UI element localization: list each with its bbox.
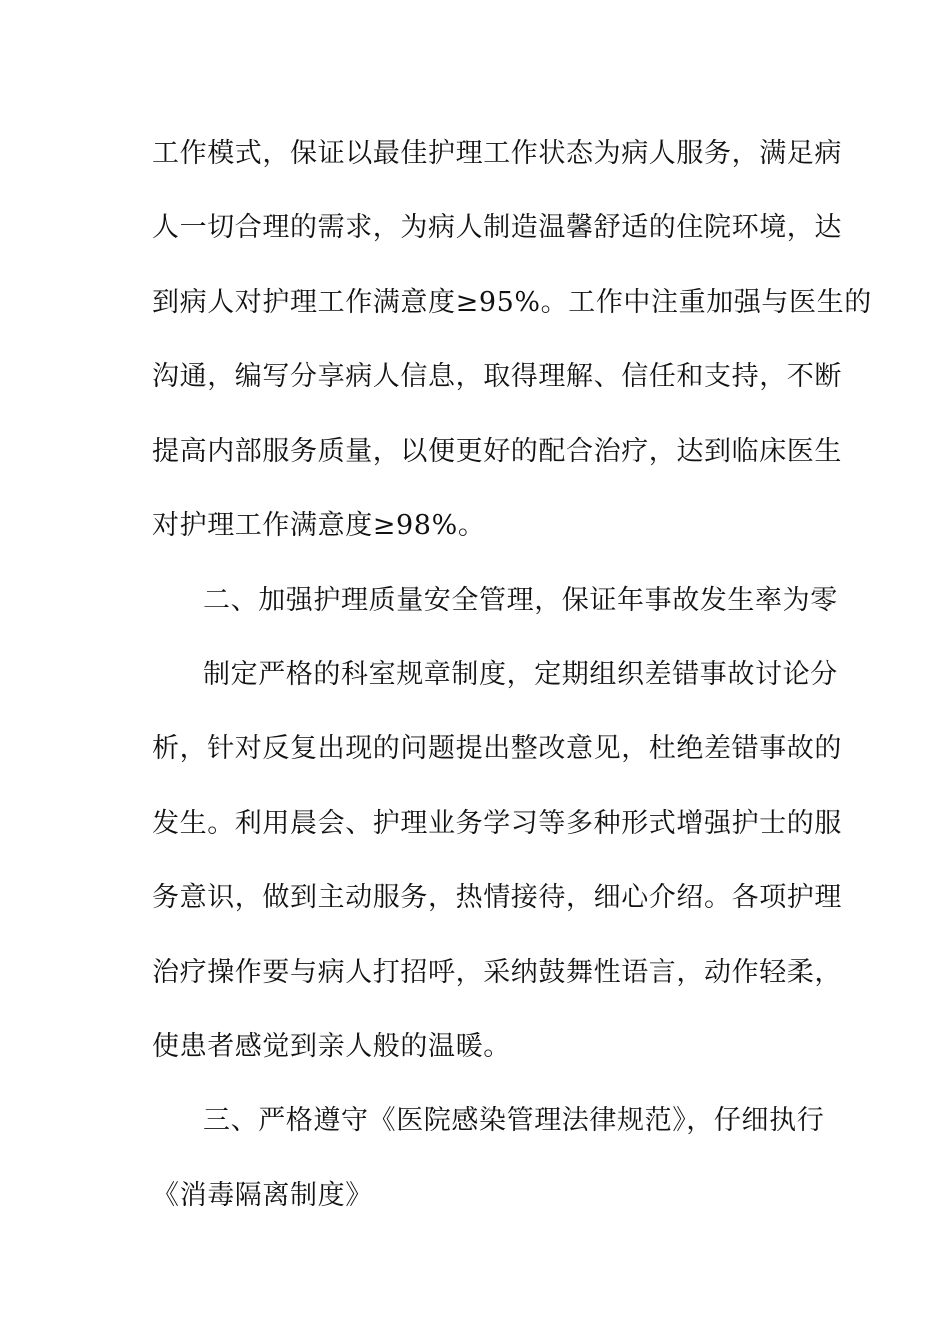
paragraph-line: 治疗操作要与病人打招呼，采纳鼓舞性语言，动作轻柔， (152, 957, 842, 988)
paragraph-line: 制定严格的科室规章制度，定期组织差错事故讨论分 (203, 659, 838, 690)
paragraph-line: 提高内部服务质量，以便更好的配合治疗，达到临床医生 (152, 436, 842, 467)
section-heading-continuation: 《消毒隔离制度》 (152, 1180, 373, 1211)
paragraph-line: 沟通，编写分享病人信息，取得理解、信任和支持，不断 (152, 361, 842, 392)
paragraph-line: 人一切合理的需求，为病人制造温馨舒适的住院环境，达 (152, 212, 842, 243)
paragraph-line: 工作模式，保证以最佳护理工作状态为病人服务，满足病 (152, 138, 842, 169)
paragraph-line: 析，针对反复出现的问题提出整改意见，杜绝差错事故的 (152, 733, 842, 764)
paragraph-line: 发生。利用晨会、护理业务学习等多种形式增强护士的服 (152, 808, 842, 839)
paragraph-line: 务意识，做到主动服务，热情接待，细心介绍。各项护理 (152, 882, 842, 913)
section-heading: 三、严格遵守《医院感染管理法律规范》，仔细执行 (203, 1105, 825, 1136)
paragraph-line: 到病人对护理工作满意度≥95%。工作中注重加强与医生的 (152, 287, 872, 318)
section-heading: 二、加强护理质量安全管理，保证年事故发生率为零 (203, 585, 838, 616)
paragraph-line: 对护理工作满意度≥98%。 (152, 510, 486, 541)
paragraph-line: 使患者感觉到亲人般的温暖。 (152, 1031, 511, 1062)
